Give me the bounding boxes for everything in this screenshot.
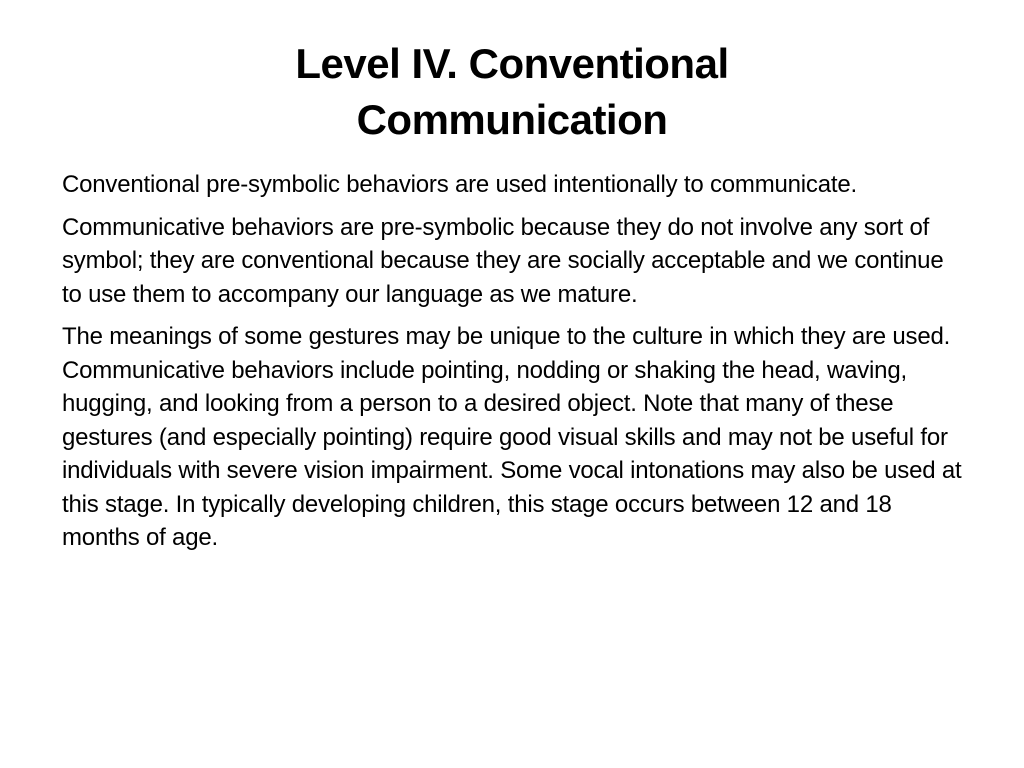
slide-title-line-2: Communication: [356, 96, 668, 143]
slide-title-line-1: Level IV. Conventional: [295, 40, 729, 87]
body-paragraph-3: The meanings of some gestures may be unique to the culture in which they are used. Communicative behaviors include pointing, nodding or shaking the head, waving, hugging, and looking from a person to a desired object. Note that many of these gestures (and especially pointing) require good visual skills and may not be useful for individuals with severe vision impairment. Some vocal intonations may also be used at this stage. In typically developing children, this stage occurs between 12 and 18 months of age.: [62, 323, 962, 551]
body-paragraph-2: Communicative behaviors are pre-symbolic because they do not involve any sort of symbol; they are conventional because they are socially acceptable and we continue to use them to accompany our language as we mature.: [62, 213, 944, 308]
slide-title: [112, 36, 912, 148]
slide-body: [62, 168, 967, 564]
body-paragraph-1: Conventional pre-symbolic behaviors are used intentionally to communicate.: [62, 171, 857, 198]
